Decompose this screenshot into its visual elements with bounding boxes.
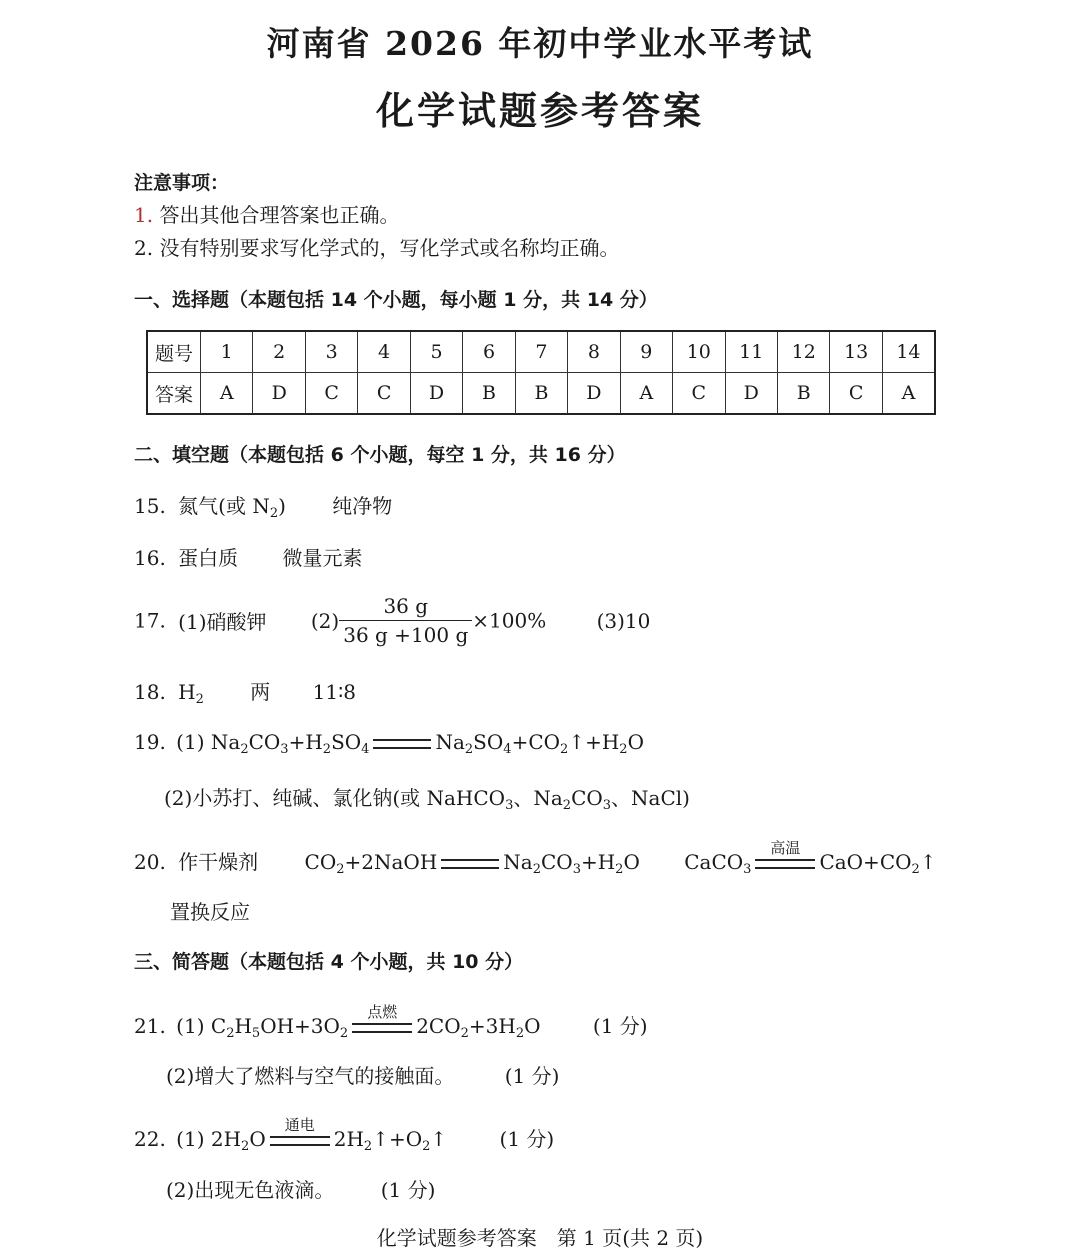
notes-heading: 注意事项：	[134, 172, 230, 194]
table-cell: A	[882, 373, 935, 415]
row-label: 题号	[147, 331, 201, 373]
table-cell: D	[725, 373, 777, 415]
answer-19-part1: 19. (1) $Na_2CO_3+H_2SO_4$ $Na_2SO_4+CO_2↑+H_2O$	[134, 730, 644, 757]
table-cell: 12	[777, 331, 829, 373]
exam-title: 河南省 2026 年初中学业水平考试	[266, 24, 814, 63]
table-cell: 1	[201, 331, 253, 373]
note-item-2: 2. 没有特别要求写化学式的，写化学式或名称均正确。	[134, 236, 620, 260]
section2-heading: 二、填空题（本题包括 6 个小题，每空 1 分，共 16 分）	[134, 444, 626, 466]
table-cell: 9	[620, 331, 672, 373]
table-cell: C	[673, 373, 725, 415]
table-cell: 14	[882, 331, 935, 373]
table-cell: B	[777, 373, 829, 415]
answer-18: 18. $H_2$ 两 11∶8	[134, 680, 357, 707]
answer-16: 16. 蛋白质 微量元素	[134, 546, 363, 570]
section1-heading: 一、选择题（本题包括 14 个小题，每小题 1 分，共 14 分）	[134, 289, 658, 311]
table-cell: D	[568, 373, 620, 415]
table-cell: 2	[253, 331, 305, 373]
equation-21: $C_2H_5OH+3O_2$ 点燃 $2CO_2+3H_2O$	[210, 1002, 541, 1041]
table-cell: 3	[305, 331, 357, 373]
table-cell: C	[358, 373, 410, 415]
table-cell: 6	[463, 331, 515, 373]
table-cell: 4	[358, 331, 410, 373]
table-cell: C	[830, 373, 882, 415]
equation-20b: CaCO$_3$ 高温 $CaO+CO_2↑$	[684, 838, 937, 877]
table-cell: B	[515, 373, 567, 415]
table-cell: A	[201, 373, 253, 415]
answer-table	[146, 330, 936, 415]
answer-row	[147, 373, 935, 415]
section3-heading: 三、简答题（本题包括 4 个小题，共 10 分）	[134, 951, 524, 973]
table-cell: 11	[725, 331, 777, 373]
answer-22-part1: 22. (1) $2H_2O$ 通电 $2H_2↑+O_2↑$ (1 分)	[134, 1115, 555, 1154]
answer-20: 20. 作干燥剂 $CO_2+2NaOH$ $Na_2CO_3+H_2O$ CaCO$_3$ 高温 $CaO+CO_2↑$	[134, 838, 937, 877]
table-cell: D	[253, 373, 305, 415]
note-item-1: 1. 答出其他合理答案也正确。	[134, 203, 400, 227]
table-cell: C	[305, 373, 357, 415]
question-number-row	[147, 331, 935, 373]
table-cell: D	[410, 373, 462, 415]
equation-19: $Na_2CO_3+H_2SO_4$ $Na_2SO_4+CO_2↑+H_2O$	[210, 730, 644, 757]
table-cell: B	[463, 373, 515, 415]
mass-fraction: $\frac{36 g}{36 g +100 g}$	[339, 594, 472, 647]
row-label: 答案	[147, 373, 201, 415]
table-cell: A	[620, 373, 672, 415]
answer-22-part2: (2)出现无色液滴。 (1 分)	[166, 1178, 436, 1202]
equation-22: $2H_2O$ 通电 $2H_2↑+O_2↑$	[210, 1115, 448, 1154]
answer-21-part2: (2)增大了燃料与空气的接触面。 (1 分)	[166, 1064, 560, 1088]
answer-key-title: 化学试题参考答案	[375, 88, 704, 133]
table-cell: 7	[515, 331, 567, 373]
table-cell: 8	[568, 331, 620, 373]
answer-19-part2: (2)小苏打、纯碱、氯化钠(或 NaHCO$_3$、$Na_2CO_3$、NaCl)	[164, 786, 690, 813]
answer-20-reaction-type: 置换反应	[170, 900, 250, 924]
table-cell: 5	[410, 331, 462, 373]
table-cell: 13	[830, 331, 882, 373]
answer-21-part1: 21. (1) $C_2H_5OH+3O_2$ 点燃 $2CO_2+3H_2O$ (1 分)	[134, 1002, 648, 1041]
equation-20a: $CO_2+2NaOH$ $Na_2CO_3+H_2O$	[304, 850, 640, 877]
table-cell: 10	[673, 331, 725, 373]
answer-15: 15. 氮气(或 $N_2$) 纯净物	[134, 494, 393, 521]
answer-17: 17. (1)硝酸钾 (2) $\frac{36 g}{36 g +100 g}$ ×100% (3)10	[134, 594, 651, 647]
page-footer: 化学试题参考答案 第 1 页(共 2 页)	[376, 1226, 704, 1250]
